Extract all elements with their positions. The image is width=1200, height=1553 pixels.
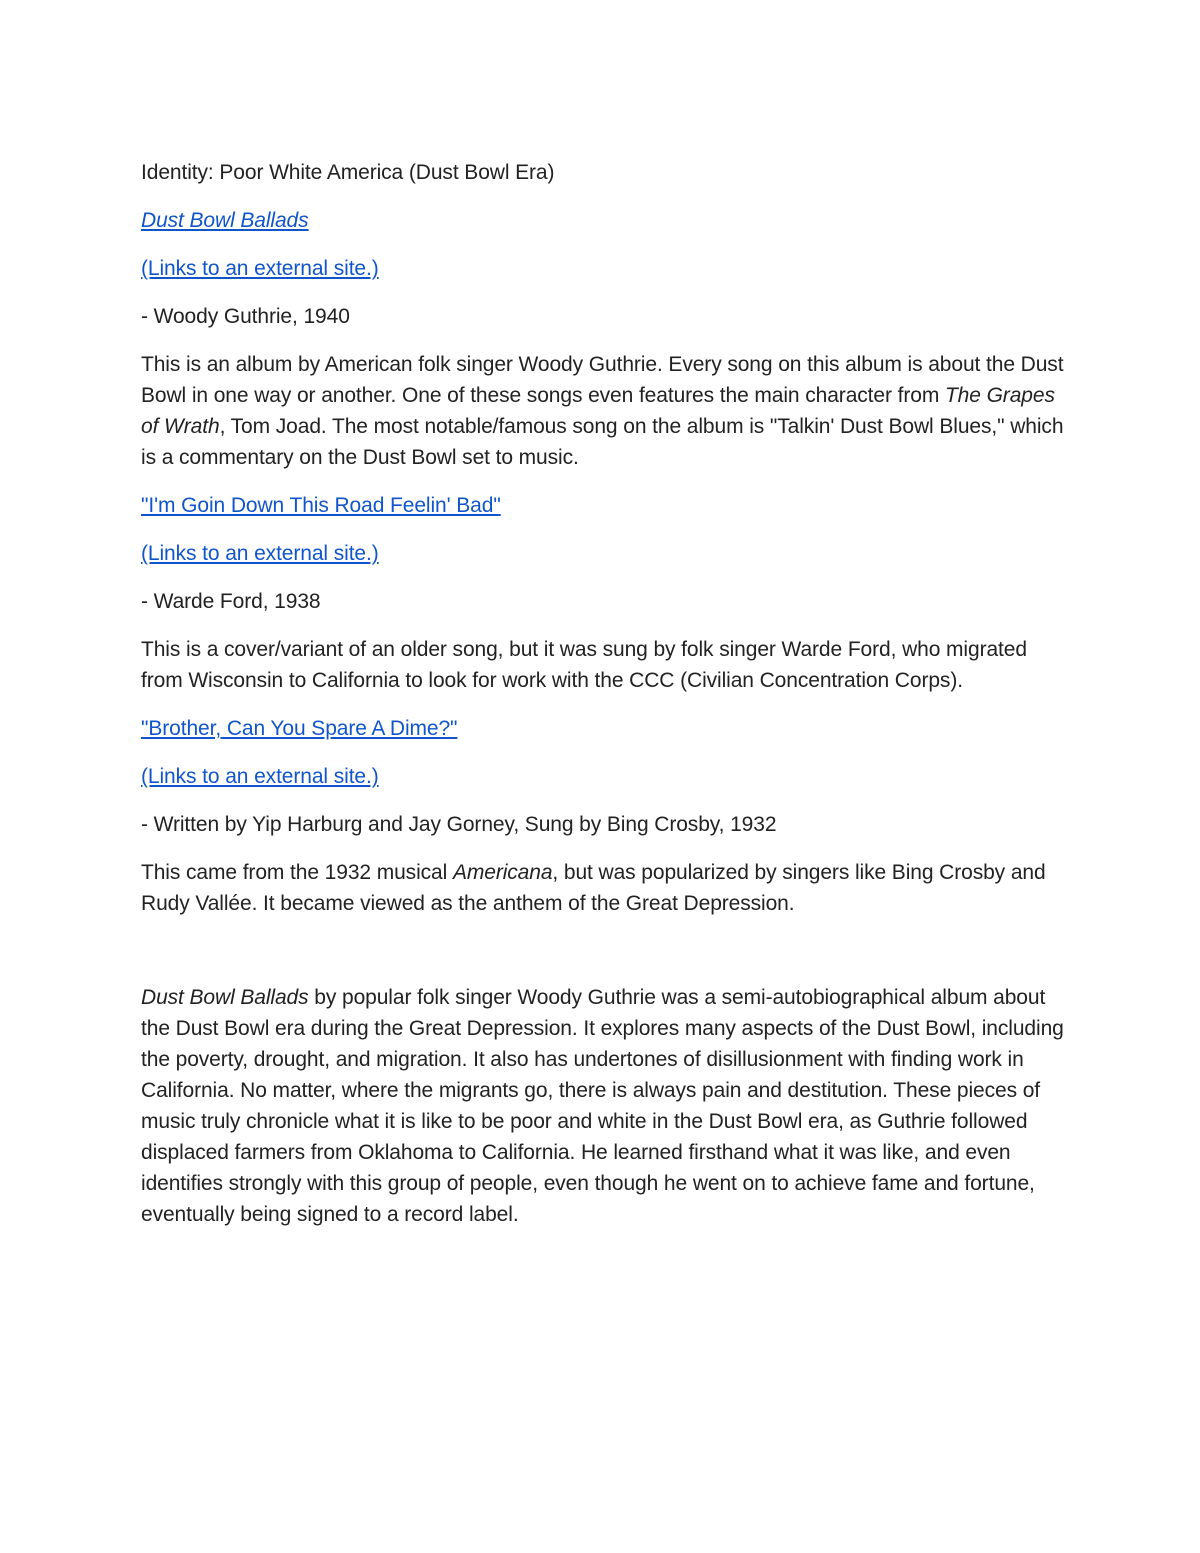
title-link-brother-can-you-spare[interactable]: "Brother, Can You Spare A Dime?" [141,717,458,740]
essay-paragraph [141,982,1066,1230]
credit-line: - Warde Ford, 1938 [141,590,321,613]
external-site-link[interactable]: (Links to an external site.) [141,765,379,788]
essay-italic-lead: Dust Bowl Ballads [141,986,309,1009]
document-page [141,157,1066,1230]
page-heading: Identity: Poor White America (Dust Bowl Era) [141,161,555,184]
title-link-im-goin-down[interactable]: "I'm Goin Down This Road Feelin' Bad" [141,494,501,517]
external-site-link[interactable]: (Links to an external site.) [141,257,379,280]
description-text: , but was popularized by singers like Bing Crosby and Rudy Vallée. It became viewed as the anthem of the Great Depression. [141,861,1046,915]
description-italic: The Grapes of Wrath [141,384,1055,438]
description-italic: Americana [452,861,553,884]
description-text: This came from the 1932 musical [141,861,453,884]
title-link-dust-bowl-ballads[interactable]: Dust Bowl Ballads [141,209,309,232]
entry-description [141,857,1066,919]
entry-description [141,349,1066,473]
entry-description [141,634,1066,696]
credit-line: - Woody Guthrie, 1940 [141,305,350,328]
credit-line: - Written by Yip Harburg and Jay Gorney, Sung by Bing Crosby, 1932 [141,813,777,836]
external-site-link[interactable]: (Links to an external site.) [141,542,379,565]
essay-text: by popular folk singer Woody Guthrie was a semi-autobiographical album about the Dust Bowl era during the Great Depression. It explores many aspects of the Dust Bowl, including the poverty, drought, and migration. It also has undertones of disillusionment with finding work in California. No matter, where the migrants go, there is always pain and destitution. These pieces of music truly chronicle what it is like to be poor and white in the Dust Bowl era, as Guthrie followed displaced farmers from Oklahoma to California. He learned firsthand what it was like, and even identifies strongly with this group of people, even though he went on to achieve fame and fortune, eventually being signed to a record label. [141,986,1064,1226]
description-text: This is an album by American folk singer Woody Guthrie. Every song on this album is about the Dust Bowl in one way or another. One of these songs even features the main character from [141,353,1064,407]
description-text: , Tom Joad. The most notable/famous song on the album is "Talkin' Dust Bowl Blues," which is a commentary on the Dust Bowl set to music. [141,415,1064,469]
description-text: This is a cover/variant of an older song, but it was sung by folk singer Warde Ford, who migrated from Wisconsin to California to look for work with the CCC (Civilian Concentration Corps). [141,638,1027,692]
